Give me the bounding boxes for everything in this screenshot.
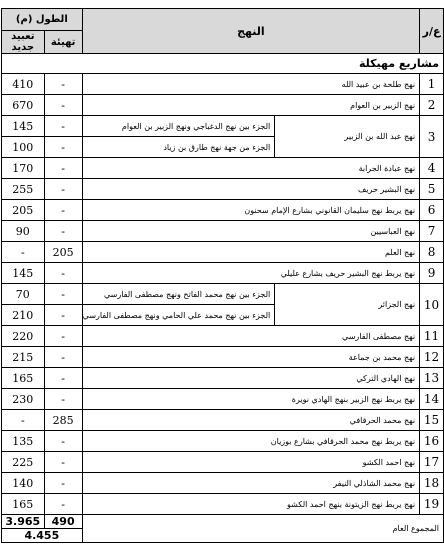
renew-value: 165 [2, 368, 45, 389]
street-name: نهج الهادي التركي [82, 368, 419, 389]
table-row [2, 221, 444, 242]
prep-value: 205 [44, 242, 82, 263]
table-row [2, 347, 444, 368]
prep-value: - [44, 95, 82, 116]
table-row [2, 158, 444, 179]
row-number: 3 [420, 116, 444, 158]
street-name: نهج البشير حريف [82, 179, 419, 200]
row-number: 16 [420, 431, 444, 452]
renew-value: 215 [2, 347, 45, 368]
street-name: نهج محمد الشاذلي النيفر [82, 473, 419, 494]
prep-value: - [44, 74, 82, 95]
renew-value: 205 [2, 200, 45, 221]
total-prep: 490 [44, 515, 82, 529]
renew-value: 220 [2, 326, 45, 347]
renew-value: 255 [2, 179, 45, 200]
street-segment: الجزء بين نهج الدغباجي ونهج الزبير بن العوام [82, 116, 275, 137]
col-length-header: الطول (م) [2, 9, 83, 31]
row-number: 17 [420, 452, 444, 473]
renew-value: 170 [2, 158, 45, 179]
prep-value: - [44, 473, 82, 494]
renew-value: - [2, 410, 45, 431]
street-name: نهج يربط نهج الزبير بنهج الهادي نويرة [82, 389, 419, 410]
street-name: نهج مصطفى الفارسي [82, 326, 419, 347]
street-name: نهج محمد بن جماعة [82, 347, 419, 368]
street-name: نهج يربط نهج البشير حريف بشارع عليلي [82, 263, 419, 284]
table-row [2, 179, 444, 200]
renew-value: 410 [2, 74, 45, 95]
total-renew: 3.965 [2, 515, 45, 529]
prep-value: - [44, 389, 82, 410]
col-renew-header: تعبيد جديد [2, 31, 45, 54]
street-segment: الجزء بين نهج محمد الفاتح ونهج مصطفى الفارسي [82, 284, 275, 305]
renew-value: 225 [2, 452, 45, 473]
prep-value: - [44, 284, 82, 305]
table-row [2, 452, 444, 473]
row-number: 2 [420, 95, 444, 116]
row-number: 10 [420, 284, 444, 326]
row-number: 5 [420, 179, 444, 200]
col-num-header: ع/ر [420, 9, 444, 54]
row-number: 6 [420, 200, 444, 221]
street-name: نهج طلحة بن عبيد الله [82, 74, 419, 95]
prep-value: - [44, 305, 82, 326]
row-number: 19 [420, 494, 444, 515]
row-number: 14 [420, 389, 444, 410]
prep-value: - [44, 326, 82, 347]
totals-label: المجموع العام [82, 515, 443, 543]
grand-total: 4.455 [2, 529, 83, 543]
street-name: نهج احمد الكشو [82, 452, 419, 473]
prep-value: - [44, 116, 82, 137]
table-row [2, 95, 444, 116]
prep-value: - [44, 452, 82, 473]
prep-value: - [44, 368, 82, 389]
row-number: 8 [420, 242, 444, 263]
renew-value: 145 [2, 116, 45, 137]
prep-value: - [44, 431, 82, 452]
street-name: نهج يربط نهج سليمان القانوني بشارع الإمام سحنون [82, 200, 419, 221]
table-row [2, 389, 444, 410]
street-name: نهج العباسيين [82, 221, 419, 242]
table-row [2, 368, 444, 389]
renew-value: 670 [2, 95, 45, 116]
totals-row [2, 515, 444, 529]
prep-value: - [44, 221, 82, 242]
row-number: 15 [420, 410, 444, 431]
table-row [2, 116, 444, 137]
street-name: نهج عبد الله بن الزبير [275, 116, 420, 158]
table-row [2, 326, 444, 347]
prep-value: - [44, 263, 82, 284]
table-row [2, 473, 444, 494]
street-name: نهج يربط نهج الزيتونة بنهج احمد الكشو [82, 494, 419, 515]
prep-value: - [44, 158, 82, 179]
street-name: نهج الجزائر [275, 284, 420, 326]
street-name: نهج الزبير بن العوام [82, 95, 419, 116]
street-segment: الجزء بين نهج محمد علي الحامي ونهج مصطفى الفارسي [82, 305, 275, 326]
table-row [2, 494, 444, 515]
renew-value: 90 [2, 221, 45, 242]
table-row [2, 431, 444, 452]
renew-value: 230 [2, 389, 45, 410]
streets-table [1, 8, 444, 543]
prep-value: - [44, 179, 82, 200]
row-number: 7 [420, 221, 444, 242]
row-number: 13 [420, 368, 444, 389]
street-name: نهج عبادة الجرابة [82, 158, 419, 179]
prep-value: - [44, 200, 82, 221]
table-row [2, 242, 444, 263]
prep-value: 285 [44, 410, 82, 431]
renew-value: 140 [2, 473, 45, 494]
renew-value: 70 [2, 284, 45, 305]
table-row [2, 200, 444, 221]
prep-value: - [44, 494, 82, 515]
renew-value: - [2, 242, 45, 263]
renew-value: 210 [2, 305, 45, 326]
table-row [2, 284, 444, 305]
renew-value: 165 [2, 494, 45, 515]
col-street-header: النهج [82, 9, 419, 54]
street-name: نهج العلم [82, 242, 419, 263]
row-number: 18 [420, 473, 444, 494]
row-number: 12 [420, 347, 444, 368]
table-row [2, 410, 444, 431]
street-segment: الجزء من جهة نهج طارق بن زياد [82, 137, 275, 158]
street-name: نهج محمد الحرقافي [82, 410, 419, 431]
street-name: نهج يربط نهج محمد الحرقافي بشارع بوزيان [82, 431, 419, 452]
col-prep-header: تهيئة [44, 31, 82, 54]
row-number: 1 [420, 74, 444, 95]
prep-value: - [44, 347, 82, 368]
section-title: مشاريع مهيكلة [2, 54, 444, 74]
row-number: 4 [420, 158, 444, 179]
row-number: 9 [420, 263, 444, 284]
renew-value: 100 [2, 137, 45, 158]
prep-value: - [44, 137, 82, 158]
renew-value: 135 [2, 431, 45, 452]
table-row [2, 74, 444, 95]
renew-value: 145 [2, 263, 45, 284]
row-number: 11 [420, 326, 444, 347]
table-row [2, 263, 444, 284]
